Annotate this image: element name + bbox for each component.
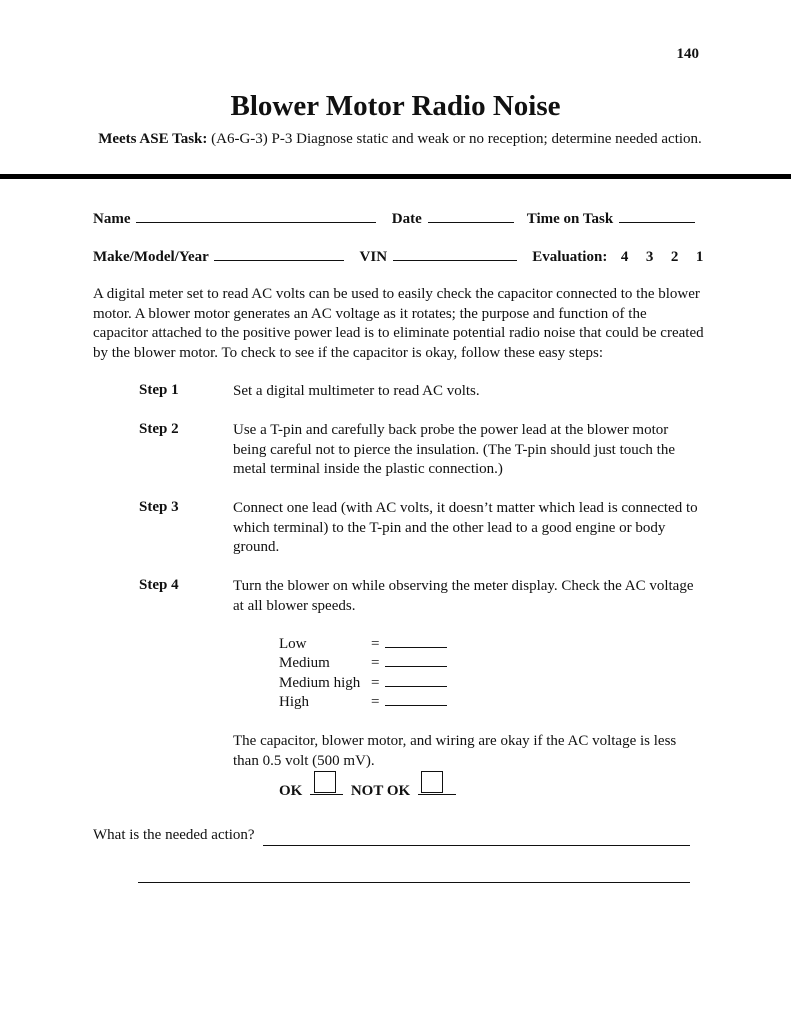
speed-label: Medium high [279, 675, 361, 691]
needed-action-field-line-1[interactable] [263, 845, 690, 846]
ase-task [95, 130, 705, 149]
speed-label: High [279, 694, 309, 710]
info-row-1 [93, 208, 697, 228]
ase-task-label: Meets ASE Task: [98, 131, 208, 147]
page-title: Blower Motor Radio Noise [230, 90, 561, 122]
result-criteria-text: The capacitor, blower motor, and wiring are okay if the AC voltage is less than 0.5 volt (500 mV). [233, 733, 677, 769]
speed-row-high [279, 692, 447, 713]
intro-paragraph: A digital meter set to read AC volts can be used to easily check the capacitor connected to the blower motor. A blower motor generates an AC voltage as it rotates; the purpose and function of the capacitor attached to the positive power lead is to eliminate potential radio noise that could be created by the blower motor. To check to see if the capacitor is okay, follow these easy steps: [93, 286, 704, 361]
ok-checkbox[interactable] [314, 771, 336, 793]
vin-label: VIN [359, 249, 388, 265]
name-field[interactable] [136, 208, 376, 223]
make-model-year-field[interactable] [214, 246, 344, 261]
result-row [279, 778, 460, 800]
header-divider [0, 174, 791, 179]
equals-sign: = [371, 675, 380, 691]
make-model-year-label: Make/Model/Year [93, 249, 209, 265]
step-4-text: Turn the blower on while observing the meter display. Check the AC voltage at all blower speeds. [233, 578, 694, 614]
step-3-text: Connect one lead (with AC volts, it doesn’t matter which lead is connected to which terminal) to the T-pin and the other lead to a good engine or body ground. [233, 500, 698, 556]
speed-medium-field[interactable] [385, 653, 447, 667]
time-on-task-label: Time on Task [526, 211, 614, 227]
date-field[interactable] [428, 208, 514, 223]
equals-sign: = [371, 655, 380, 671]
not-ok-label: NOT OK [350, 783, 411, 799]
speed-low-field[interactable] [385, 634, 447, 648]
time-on-task-field[interactable] [619, 208, 695, 223]
step-2-label: Step 2 [139, 421, 179, 437]
ok-label: OK [279, 783, 303, 799]
ase-task-text: (A6-G-3) P-3 Diagnose static and weak or no reception; determine needed action. [211, 131, 702, 147]
step-1-text: Set a digital multimeter to read AC volts. [233, 383, 480, 399]
evaluation-option-3[interactable]: 3 [645, 249, 654, 265]
evaluation-option-2[interactable]: 2 [670, 249, 679, 265]
ok-checkbox-line [310, 778, 343, 795]
date-label: Date [391, 211, 422, 227]
needed-action-question: What is the needed action? [93, 827, 255, 843]
name-label: Name [93, 211, 131, 227]
not-ok-checkbox-line [418, 778, 456, 795]
speed-row-medium-high [279, 673, 447, 694]
step-2-text: Use a T-pin and carefully back probe the power lead at the blower motor being careful not to pierce the insulation. (The T-pin should just touch the metal terminal inside the plastic connection.) [233, 422, 675, 478]
speed-row-medium [279, 653, 447, 674]
step-3-label: Step 3 [139, 499, 179, 515]
not-ok-checkbox[interactable] [421, 771, 443, 793]
info-row-2 [93, 246, 703, 266]
vin-field[interactable] [393, 246, 517, 261]
evaluation-option-1[interactable]: 1 [695, 249, 704, 265]
speed-label: Low [279, 636, 307, 652]
speed-high-field[interactable] [385, 692, 447, 706]
step-4-label: Step 4 [139, 577, 179, 593]
page-number: 140 [676, 46, 699, 62]
step-1-label: Step 1 [139, 382, 179, 398]
equals-sign: = [371, 694, 380, 710]
needed-action-field-line-2[interactable] [138, 882, 690, 883]
speed-row-low [279, 634, 447, 655]
evaluation-label: Evaluation: [532, 249, 608, 265]
speed-medium-high-field[interactable] [385, 673, 447, 687]
equals-sign: = [371, 636, 380, 652]
speed-label: Medium [279, 655, 330, 671]
evaluation-option-4[interactable]: 4 [620, 249, 629, 265]
